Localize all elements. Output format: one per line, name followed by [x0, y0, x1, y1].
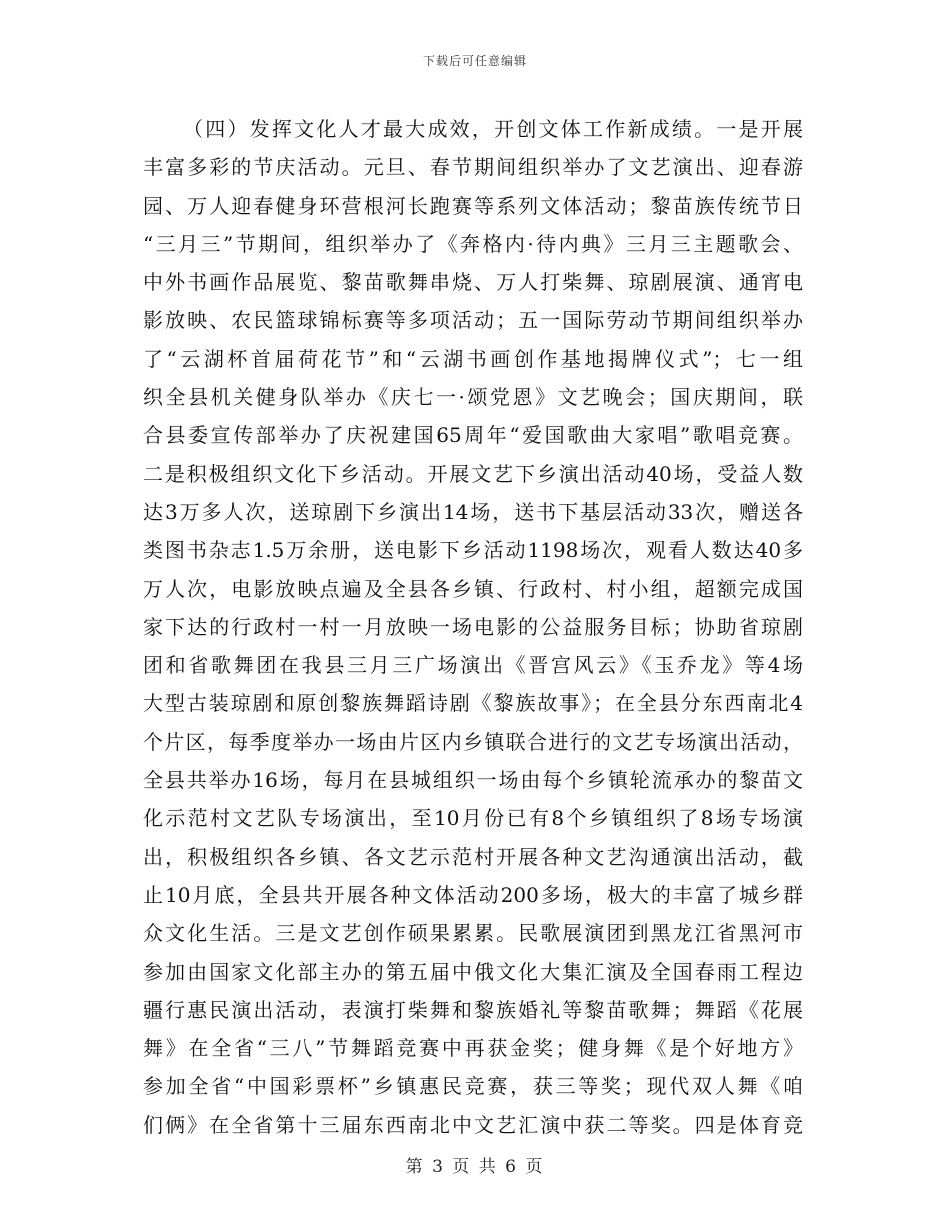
text-line: 个片区，每季度举办一场由片区内乡镇联合进行的文艺专场演出活动， — [143, 729, 803, 754]
text-line: 化示范村文艺队专场演出，至10月份已有8个乡镇组织了8场专场演 — [143, 806, 803, 831]
text-line: 合县委宣传部举办了庆祝建国65周年“爱国歌曲大家唱”歌唱竞赛。 — [143, 423, 803, 448]
text-line: 止10月底，全县共开展各种文体活动200多场，极大的丰富了城乡群 — [143, 882, 803, 907]
text-line: 影放映、农民篮球锦标赛等多项活动；五一国际劳动节期间组织举办 — [143, 308, 803, 333]
text-line: 疆行惠民演出活动，表演打柴舞和黎族婚礼等黎苗歌舞；舞蹈《花展 — [143, 997, 803, 1022]
text-line: 大型古装琼剧和原创黎族舞蹈诗剧《黎族故事》；在全县分东西南北4 — [143, 691, 803, 716]
text-line: 舞》在全省“三八”节舞蹈竞赛中再获金奖；健身舞《是个好地方》 — [143, 1036, 803, 1061]
text-line: 万人次，电影放映点遍及全县各乡镇、行政村、村小组，超额完成国 — [143, 576, 803, 601]
text-line: 出，积极组织各乡镇、各文艺示范村开展各种文艺沟通演出活动，截 — [143, 844, 803, 869]
text-line: 丰富多彩的节庆活动。元旦、春节期间组织举办了文艺演出、迎春游 — [143, 155, 803, 180]
text-line: 二是积极组织文化下乡活动。开展文艺下乡演出活动40场，受益人数 — [143, 461, 803, 486]
text-line: 织全县机关健身队举办《庆七一·颂党恩》文艺晚会；国庆期间，联 — [143, 385, 803, 410]
page-number-footer: 第 3 页 共 6 页 — [405, 1157, 545, 1177]
body-text — [143, 110, 803, 1144]
text-line: （四）发挥文化人才最大成效，开创文体工作新成绩。一是开展 — [183, 117, 803, 141]
text-line: 类图书杂志1.5万余册，送电影下乡活动1198场次，观看人数达40多 — [143, 538, 803, 563]
text-line: 家下达的行政村一村一月放映一场电影的公益服务目标；协助省琼剧 — [143, 614, 803, 639]
text-line: 团和省歌舞团在我县三月三广场演出《晋宫风云》《玉乔龙》等4场 — [143, 653, 803, 678]
text-line: 众文化生活。三是文艺创作硕果累累。民歌展演团到黑龙江省黑河市 — [143, 921, 803, 946]
text-line: 参加由国家文化部主办的第五届中俄文化大集汇演及全国春雨工程边 — [143, 959, 803, 984]
page-header: 下载后可任意编辑 — [422, 54, 527, 68]
text-line: 中外书画作品展览、黎苗歌舞串烧、万人打柴舞、琼剧展演、通宵电 — [143, 270, 803, 295]
text-line: 全县共举办16场，每月在县城组织一场由每个乡镇轮流承办的黎苗文 — [143, 768, 803, 793]
text-line: 参加全省“中国彩票杯”乡镇惠民竞赛，获三等奖；现代双人舞《咱 — [143, 1074, 803, 1099]
text-line: 园、万人迎春健身环营根河长跑赛等系列文体活动；黎苗族传统节日 — [143, 193, 803, 218]
text-line: “三月三”节期间，组织举办了《奔格内·待内典》三月三主题歌会、 — [143, 231, 803, 256]
text-line: 达3万多人次，送琼剧下乡演出14场，送书下基层活动33次，赠送各 — [143, 499, 803, 524]
text-line: 们俩》在全省第十三届东西南北中文艺汇演中获二等奖。四是体育竞 — [143, 1112, 803, 1137]
text-line: 了“云湖杯首届荷花节”和“云湖书画创作基地揭牌仪式”；七一组 — [143, 346, 803, 371]
